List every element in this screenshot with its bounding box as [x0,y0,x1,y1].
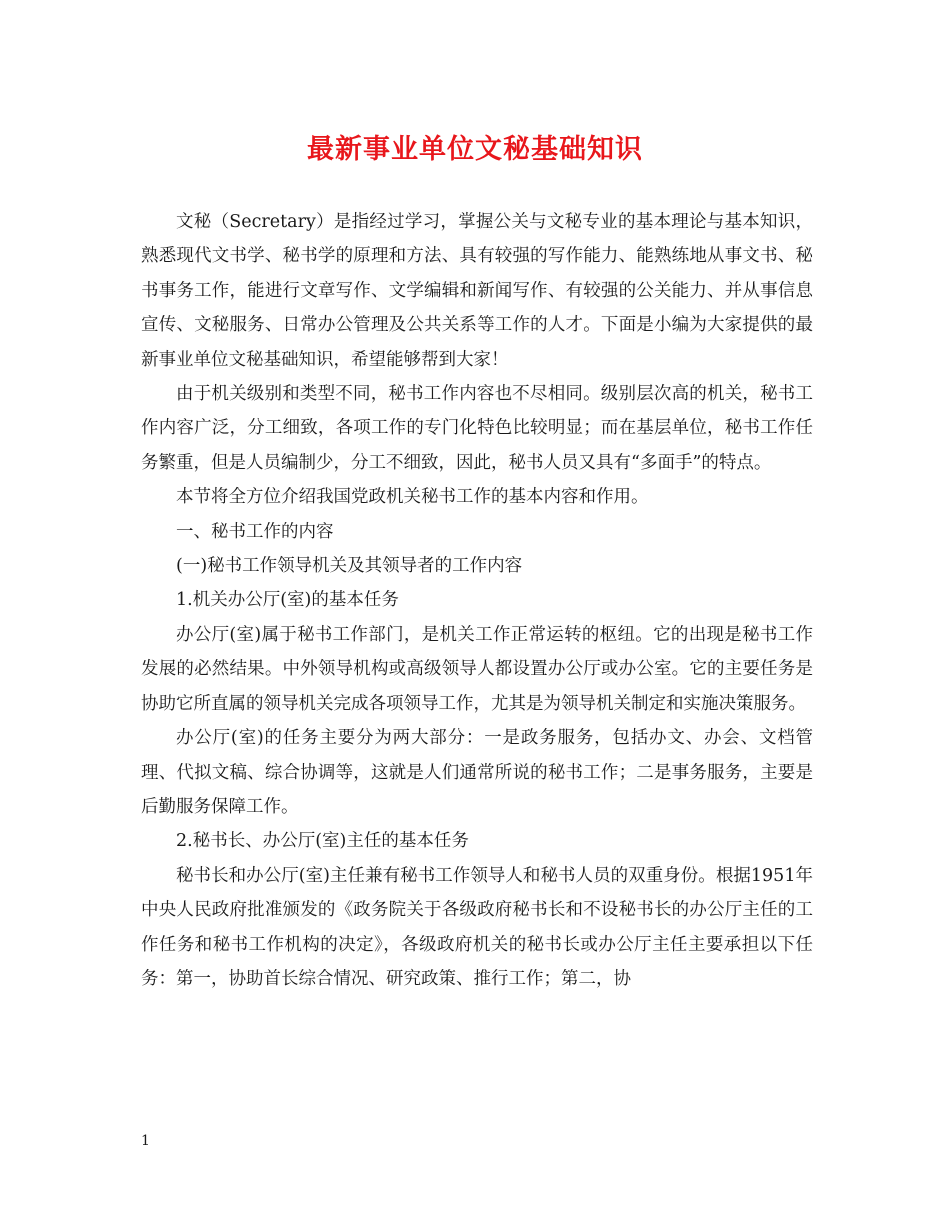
heading-subsection-one: (一)秘书工作领导机关及其领导者的工作内容 [176,556,523,577]
paragraph-differences: 由于机关级别和类型不同，秘书工作内容也不尽相同。级别层次高的机关，秘书工作内容广泛，分工细致，各项工作的专门化特色比较明显；而在基层单位，秘书工作任务繁重，但是人员编制少，分工不细致，因此，秘书人员又具有“多面手”的特点。 [141,384,813,473]
paragraph-secretary-general: 秘书长和办公厅(室)主任兼有秘书工作领导人和秘书人员的双重身份。根据1951年中央人民政府批准颁发的《政务院关于各级政府秘书长和不设秘书长的办公厅主任的工作任务和秘书工作机构的决定》，各级政府机关的秘书长或办公厅主任主要承担以下任务：第一，协助首长综合情况、研究政策、推行工作；第二，协 [141,865,813,989]
page-number: 1 [141,1133,150,1149]
heading-item-two: 2.秘书长、办公厅(室)主任的基本任务 [176,831,469,852]
heading-section-one: 一、秘书工作的内容 [176,521,334,542]
heading-item-one: 1.机关办公厅(室)的基本任务 [176,590,399,611]
paragraph-section-intro: 本节将全方位介绍我国党政机关秘书工作的基本内容和作用。 [176,487,649,508]
paragraph-office-tasks: 办公厅(室)的任务主要分为两大部分：一是政务服务，包括办文、办会、文档管理、代拟文稿、综合协调等，这就是人们通常所说的秘书工作；二是事务服务，主要是后勤服务保障工作。 [141,728,813,817]
paragraph-office-role: 办公厅(室)属于秘书工作部门，是机关工作正常运转的枢纽。它的出现是秘书工作发展的必然结果。中外领导机构或高级领导人都设置办公厅或办公室。它的主要任务是协助它所直属的领导机关完成各项领导工作，尤其是为领导机关制定和实施决策服务。 [141,624,813,714]
document-title: 最新事业单位文秘基础知识 [307,134,643,165]
paragraph-intro: 文秘（Secretary）是指经过学习，掌握公关与文秘专业的基本理论与基本知识，熟悉现代文书学、秘书学的原理和方法、具有较强的写作能力、能熟练地从事文书、秘书事务工作，能进行文章写作、文学编辑和新闻写作、有较强的公关能力、并从事信息宣传、文秘服务、日常办公管理及公共关系等工作的人才。下面是小编为大家提供的最新事业单位文秘基础知识，希望能够帮到大家！ [141,212,813,370]
document-body [141,205,813,996]
